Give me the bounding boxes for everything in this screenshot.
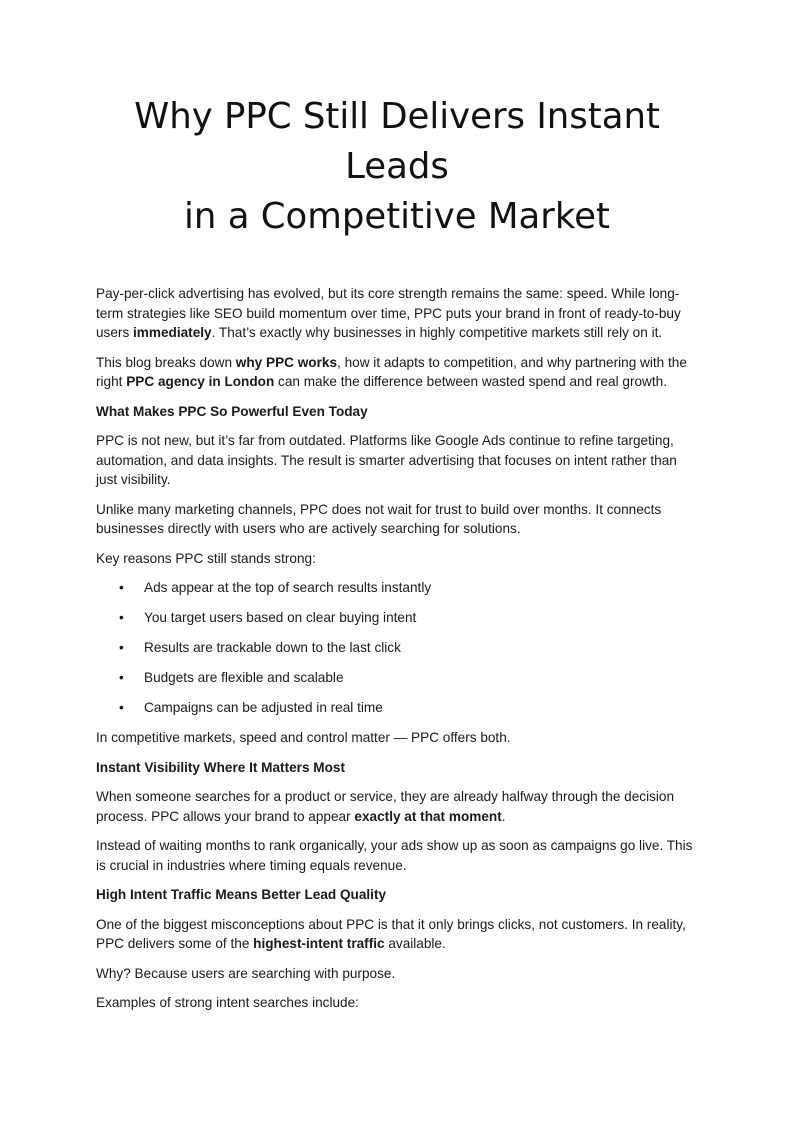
- intro-text: This blog breaks down: [96, 354, 236, 370]
- section3-text: One of the biggest misconceptions about PPC is that it only brings clicks, not customers. In reality, PPC delivers some of the: [96, 916, 686, 951]
- section2-paragraph-2: Instead of waiting months to rank organically, your ads show up as soon as campaigns go live. This is crucial in industries where timing equals revenue.: [96, 838, 693, 873]
- intro-text: can make the difference between wasted spend and real growth.: [274, 374, 667, 389]
- intro-paragraph-2: [96, 353, 698, 392]
- section2-paragraph-1: [96, 787, 698, 826]
- bold-emphasis: why PPC works: [235, 354, 338, 370]
- bullet-icon: •: [119, 580, 124, 595]
- section-heading-visibility: Instant Visibility Where It Matters Most: [96, 759, 346, 775]
- intro-paragraph-1: [96, 284, 698, 343]
- page-title-line-2: in a Competitive Market: [184, 196, 610, 237]
- list-item-text: Budgets are flexible and scalable: [144, 670, 344, 685]
- bullet-icon: •: [119, 700, 124, 715]
- intro-text: . That’s exactly why businesses in highly competitive markets still rely on it.: [211, 325, 663, 340]
- bold-emphasis: PPC agency in London: [126, 374, 275, 389]
- intro-text: Pay-per-click advertising has evolved, but its core strength remains the same: speed. While long-term strategies like SEO build momentum over time, PPC puts your brand in front of ready-to-buy users: [96, 286, 681, 340]
- page-title: [96, 92, 698, 242]
- bullet-icon: •: [119, 670, 124, 685]
- section3-text: available.: [384, 936, 446, 951]
- section2-text: .: [501, 808, 506, 824]
- list-item-text: Campaigns can be adjusted in real time: [144, 700, 383, 715]
- list-item-text: You target users based on clear buying intent: [144, 610, 417, 625]
- list-item: [96, 608, 698, 628]
- section3-paragraph-2: Why? Because users are searching with purpose.: [96, 965, 396, 981]
- section1-paragraph-1: PPC is not new, but it’s far from outdated. Platforms like Google Ads continue to refine targeting, automation, and data insights. The result is smarter advertising that focuses on intent rather than just visibility.: [96, 433, 677, 487]
- intro-text: , how it adapts to competition, and why partnering with the right: [96, 354, 687, 389]
- reasons-list: [96, 578, 698, 718]
- list-item-text: Ads appear at the top of search results instantly: [144, 580, 432, 595]
- bold-emphasis: immediately: [133, 325, 212, 340]
- list-item-text: Results are trackable down to the last click: [144, 640, 401, 655]
- bold-emphasis: exactly at that moment: [354, 808, 502, 824]
- section1-closing: In competitive markets, speed and control matter — PPC offers both.: [96, 730, 511, 745]
- list-item: [96, 668, 698, 688]
- bullet-icon: •: [119, 640, 124, 655]
- section-heading-powerful: What Makes PPC So Powerful Even Today: [96, 403, 368, 419]
- list-item: [96, 638, 698, 658]
- page-title-line-1: Why PPC Still Delivers Instant Leads: [134, 96, 660, 187]
- section1-paragraph-2: Unlike many marketing channels, PPC does not wait for trust to build over months. It connects businesses directly with users who are actively searching for solutions.: [96, 501, 662, 536]
- list-item: [96, 698, 698, 718]
- section3-paragraph-3: Examples of strong intent searches include:: [96, 995, 359, 1010]
- bold-emphasis: highest-intent traffic: [253, 936, 385, 951]
- section3-paragraph-1: [96, 915, 698, 954]
- section-heading-intent: High Intent Traffic Means Better Lead Quality: [96, 887, 387, 902]
- bullet-icon: •: [119, 610, 124, 625]
- list-intro: Key reasons PPC still stands strong:: [96, 550, 316, 566]
- list-item: [96, 578, 698, 598]
- section2-text: When someone searches for a product or service, they are already halfway through the decision process. PPC allows your brand to appear: [96, 789, 675, 824]
- document-page: [96, 92, 698, 1023]
